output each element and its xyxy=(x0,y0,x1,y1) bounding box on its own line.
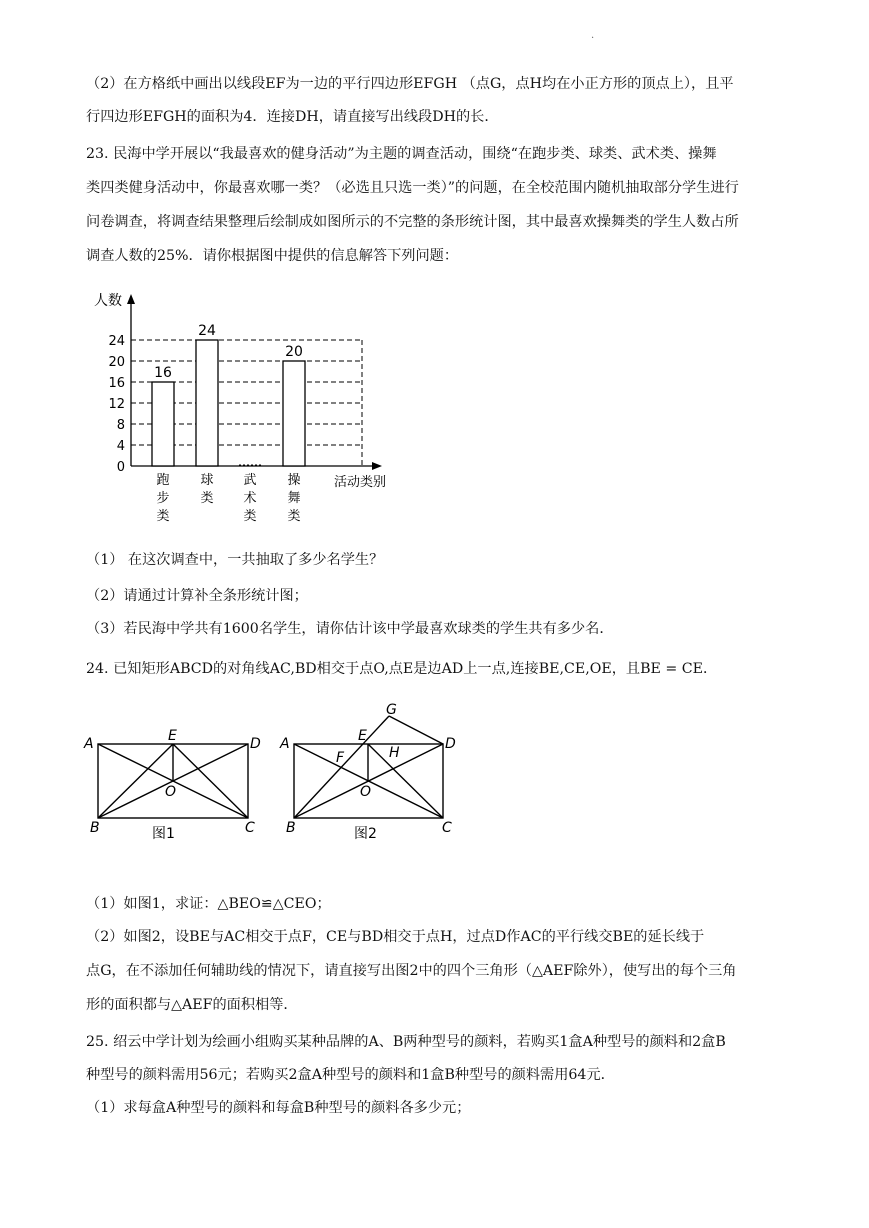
fig2-label-B: B xyxy=(286,820,296,836)
q24-part2-line1: （2）如图2，设BE与AC相交于点F，CE与BD相交于点H，过点D作AC的平行线交BE的延长线于 xyxy=(86,929,705,945)
bar-data-label: 16 xyxy=(154,365,172,381)
q23-line4: 调查人数的25%．请你根据图中提供的信息解答下列问题： xyxy=(86,248,459,264)
fig2-label-A: A xyxy=(280,736,290,752)
fig2-label-E: E xyxy=(358,728,367,744)
q22-part2-line2: 行四边形EFGH的面积为4．连接DH，请直接写出线段DH的长． xyxy=(86,109,499,125)
figure-1 xyxy=(98,744,248,818)
fig2-label-C: C xyxy=(442,820,452,836)
seg-BG-2 xyxy=(294,716,389,818)
category-label-char: 操 xyxy=(287,473,301,488)
q23-part1: （1） 在这次调查中，一共抽取了多少名学生？ xyxy=(86,552,384,568)
y-tick-label: 8 xyxy=(116,418,125,433)
category-label-char: 类 xyxy=(156,509,170,524)
category-label-char: 球 xyxy=(200,473,214,488)
fig1-label-A: A xyxy=(84,736,94,752)
category-label-char: 类 xyxy=(287,509,301,524)
seg-CE-1 xyxy=(173,744,248,818)
q23-line3: 问卷调查，将调查结果整理后绘制成如图所示的不完整的条形统计图，其中最喜欢操舞类的学生人数占所 xyxy=(86,214,739,230)
q25-line1: 25. 绍云中学计划为绘画小组购买某种品牌的A、B两种型号的颜料，若购买1盒A种型号的颜料和2盒B xyxy=(86,1034,726,1050)
q23-part2: （2）请通过计算补全条形统计图； xyxy=(86,588,308,604)
fig1-label-E: E xyxy=(168,728,177,744)
fig2-caption: 图2 xyxy=(354,826,377,842)
category-label-char: 跑 xyxy=(156,473,170,488)
x-axis-title: 活动类别 xyxy=(334,475,387,490)
bar-data-label: 20 xyxy=(285,344,303,360)
category-label-char: 武 xyxy=(243,473,257,488)
y-tick-label: 24 xyxy=(108,334,125,349)
fig1-label-B: B xyxy=(90,820,100,836)
seg-CE-2 xyxy=(368,744,443,818)
category-label-char: 步 xyxy=(156,491,170,506)
y-tick-label: 20 xyxy=(108,355,125,370)
seg-BE-1 xyxy=(98,744,173,818)
q24-part1: （1）如图1，求证：△BEO≌△CEO； xyxy=(86,896,331,912)
y-tick-label: 16 xyxy=(108,376,125,391)
q25-part1: （1）求每盒A种型号的颜料和每盒B种型号的颜料各多少元； xyxy=(86,1100,471,1116)
q24-part2-line3: 形的面积都与△AEF的面积相等． xyxy=(86,997,298,1013)
fig1-label-C: C xyxy=(245,820,255,836)
category-label-char: 术 xyxy=(243,491,257,506)
y-tick-label: 0 xyxy=(116,460,125,475)
q23-line2: 类四类健身活动中，你最喜欢哪一类？（必选且只选一类）”的问题，在全校范围内随机抽取部分学生进行 xyxy=(86,180,739,196)
bar-data-label: 24 xyxy=(198,323,216,339)
category-label-char: 类 xyxy=(243,509,257,524)
q24-intro: 24. 已知矩形ABCD的对角线AC,BD相交于点O,点E是边AD上一点,连接BE,CE,OE，且BE = CE． xyxy=(86,661,718,677)
seg-GD-2 xyxy=(389,716,443,744)
q23-line1: 23. 民海中学开展以“我最喜欢的健身活动”为主题的调查活动，围绕“在跑步类、球类、武术类、操舞 xyxy=(86,146,717,162)
fig1-caption: 图1 xyxy=(152,826,175,842)
figure-2 xyxy=(294,716,443,818)
fig1-label-O: O xyxy=(165,784,177,800)
category-label-char: 类 xyxy=(200,491,214,506)
category-label-char: 舞 xyxy=(287,491,301,506)
fig2-label-O: O xyxy=(360,784,372,800)
y-tick-label: 4 xyxy=(116,439,125,454)
fig2-label-H: H xyxy=(389,745,400,761)
fig2-label-F: F xyxy=(336,750,345,766)
q24-part2-line2: 点G，在不添加任何辅助线的情况下，请直接写出图2中的四个三角形（△AEF除外），使写出的每个三角 xyxy=(86,963,737,979)
fig2-label-G: G xyxy=(386,702,397,718)
q22-part2-line1: （2）在方格纸中画出以线段EF为一边的平行四边形EFGH （点G，点H均在小正方形的顶点上），且平 xyxy=(86,76,734,92)
fig1-label-D: D xyxy=(250,736,261,752)
fig2-label-D: D xyxy=(445,736,456,752)
y-axis-title: 人数 xyxy=(94,293,122,309)
y-tick-label: 12 xyxy=(108,397,125,412)
header-dot: . xyxy=(591,30,595,41)
q25-line2: 种型号的颜料需用56元；若购买2盒A种型号的颜料和1盒B种型号的颜料需用64元． xyxy=(86,1067,615,1083)
q23-part3: （3）若民海中学共有1600名学生，请你估计该中学最喜欢球类的学生共有多少名． xyxy=(86,621,614,637)
